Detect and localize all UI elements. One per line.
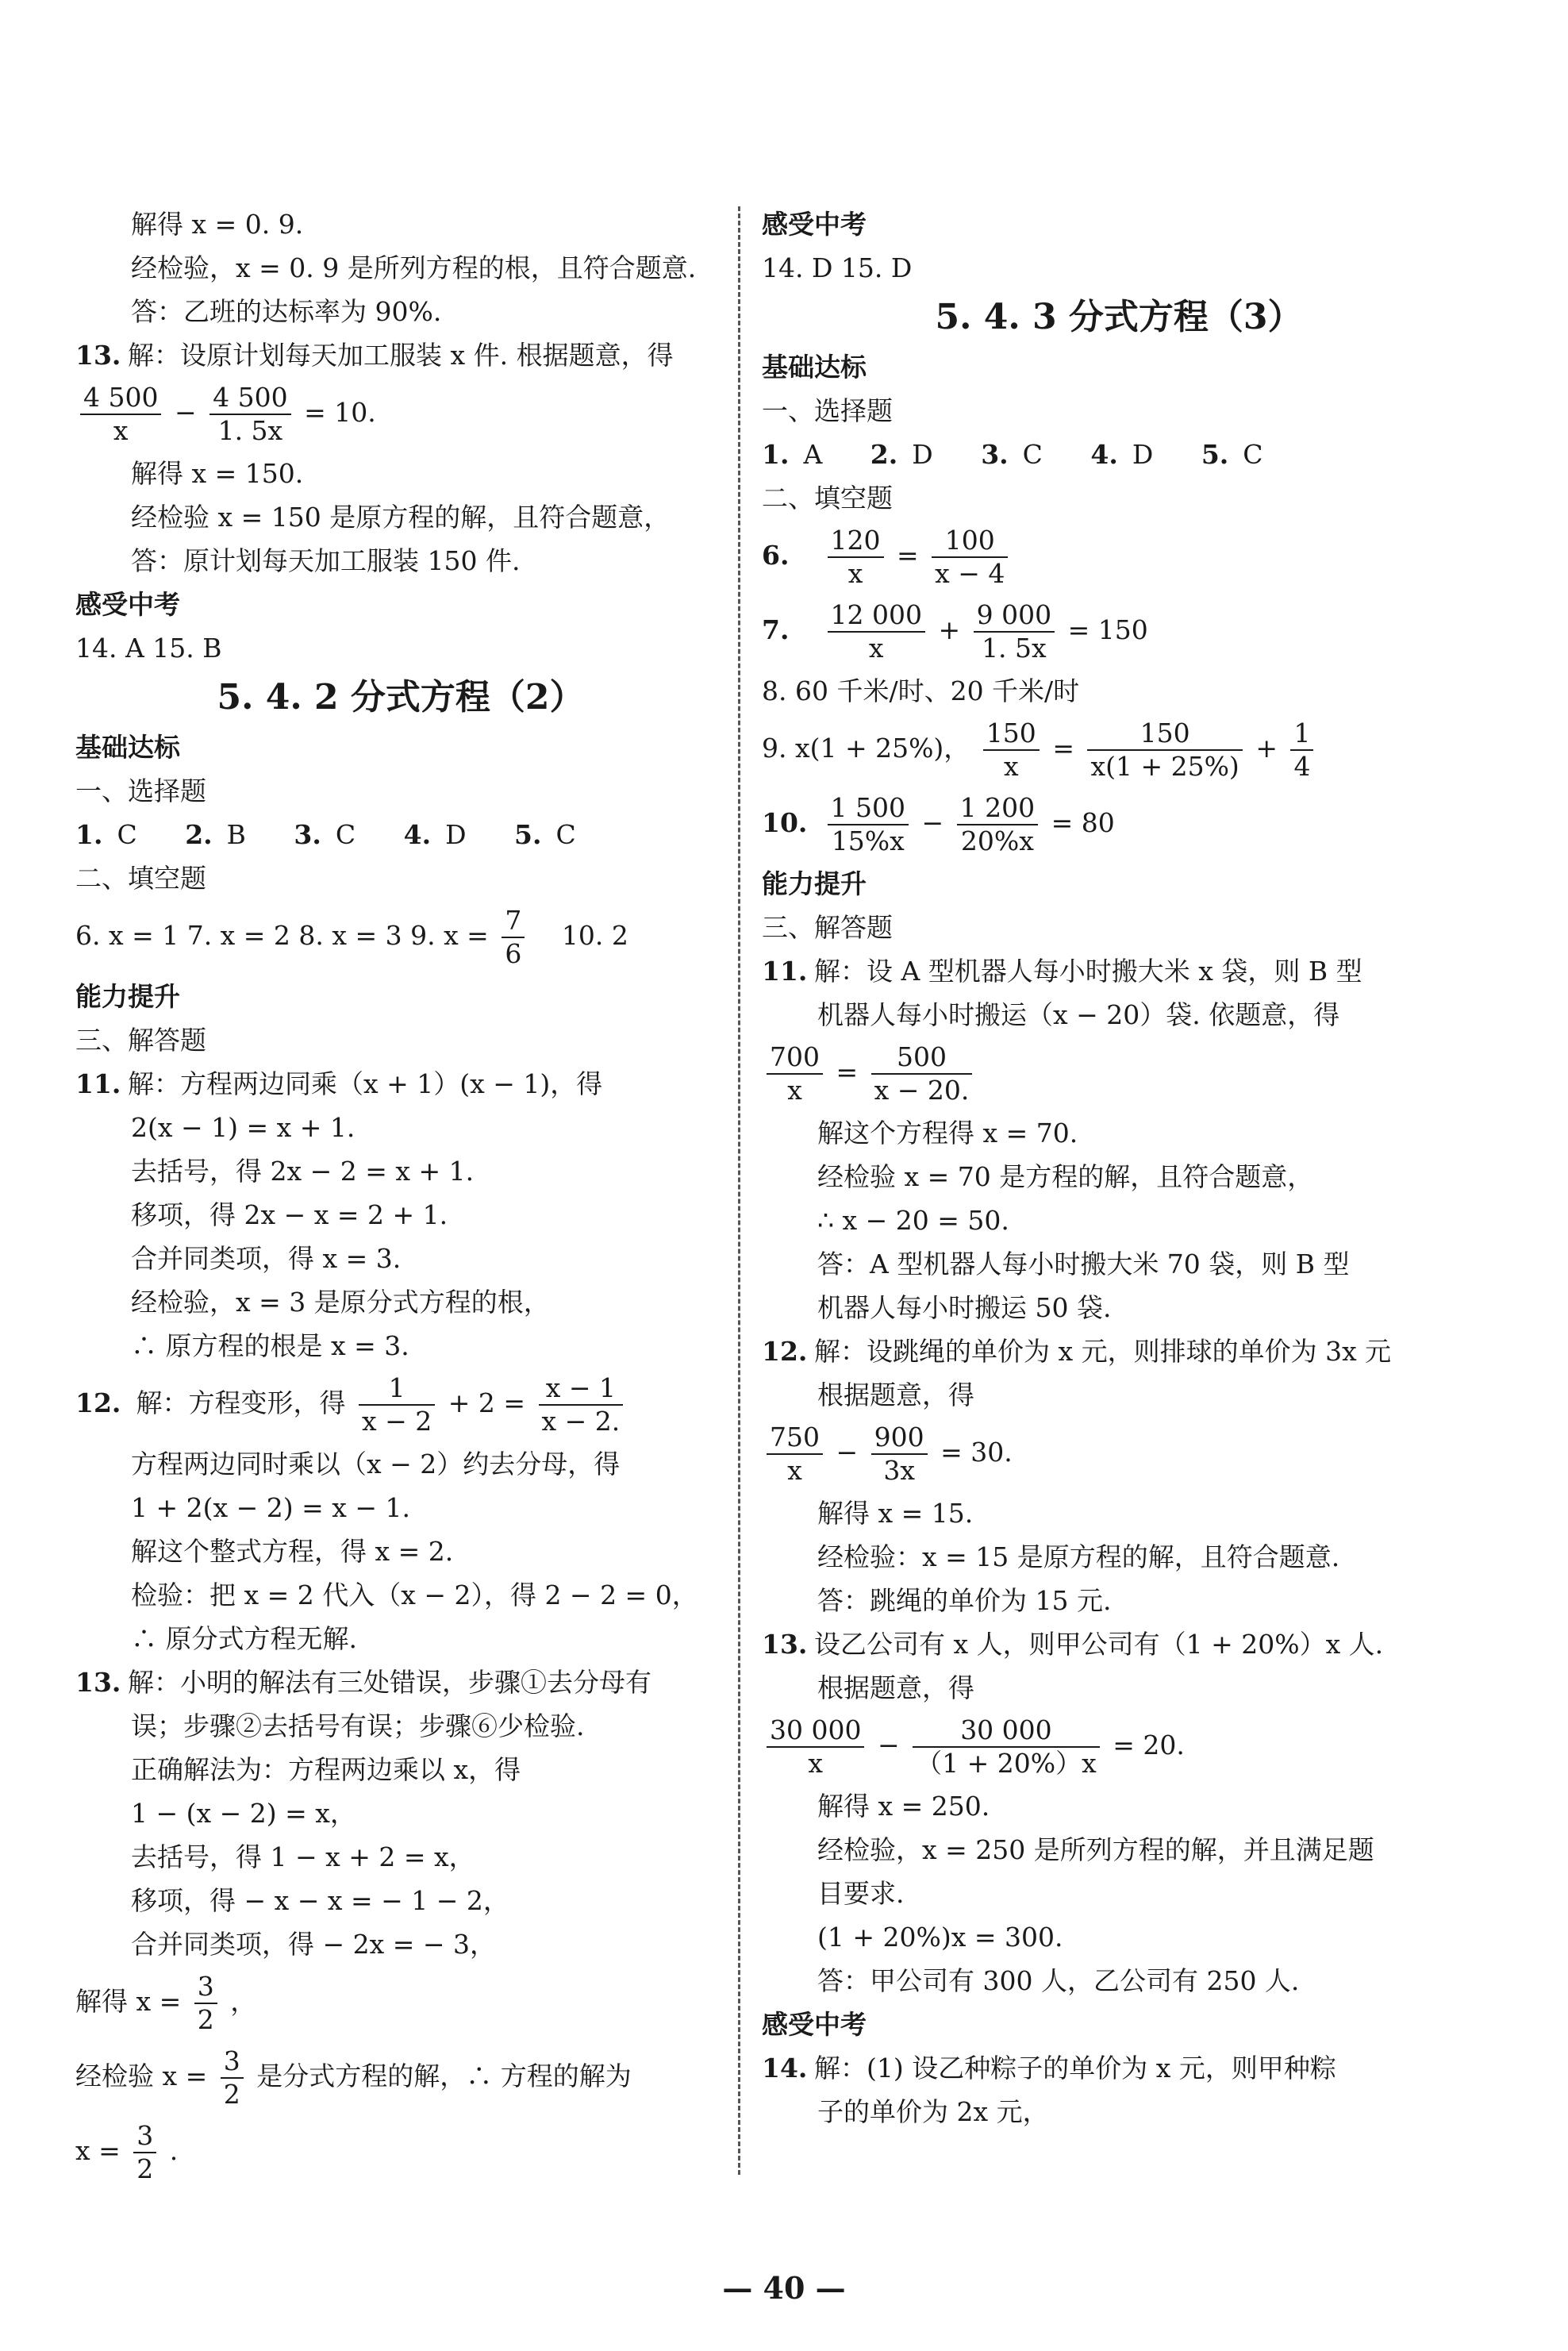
text-line: 检验：把 x = 2 代入（x − 2），得 2 − 2 = 0， — [131, 1580, 698, 1610]
text-line: 2(x − 1) = x + 1. — [131, 1112, 355, 1143]
subsection-heading: 二、填空题 — [762, 483, 893, 514]
fraction: $\frac{1 500}{15\%x}$ — [828, 792, 909, 857]
text-line: 正确解法为：方程两边乘以 x，得 — [131, 1754, 521, 1785]
text-line: 解这个整式方程，得 x = 2. — [131, 1536, 454, 1567]
fraction: $\frac{4 500}{x}$ — [80, 382, 161, 447]
text-line: 解：设跳绳的单价为 x 元，则排球的单价为 3x 元 — [814, 1336, 1392, 1367]
text-line: 根据题意，得 — [817, 1672, 974, 1703]
section-title: 5. 4. 2 分式方程（2） — [217, 677, 585, 718]
text-line: 去括号，得 2x − 2 = x + 1. — [131, 1156, 475, 1187]
text-line: 解：小明的解法有三处错误，步骤①去分母有 — [128, 1667, 651, 1698]
text-line: 答：甲公司有 300 人，乙公司有 250 人. — [817, 1965, 1300, 1996]
text-line: 答：跳绳的单价为 15 元. — [817, 1585, 1112, 1616]
text-line: 1 − (x − 2) = x， — [131, 1798, 356, 1829]
text-line: 机器人每小时搬运 50 袋. — [817, 1292, 1112, 1323]
page-number: — 40 — — [722, 2270, 846, 2306]
question-number: 11. — [75, 1068, 121, 1099]
fraction: $\frac{9 000}{1. 5x}$ — [974, 599, 1055, 664]
fraction: $\frac{x - 1}{x - 2.}$ — [539, 1372, 624, 1437]
text-line: 答：乙班的达标率为 90%. — [131, 296, 442, 327]
text-line: 经检验，x = 250 是所列方程的解，并且满足题 — [817, 1834, 1374, 1865]
text-line: 解得 x = 150. — [131, 458, 304, 489]
question-number: 12. — [75, 1387, 121, 1418]
left-column — [75, 202, 726, 2190]
fraction: $\frac{4 500}{1. 5x}$ — [209, 382, 290, 447]
equation: $\frac{30 000}{x}$ − $\frac{30 000}{(1 + 20\%)x}$ = 20. — [762, 1710, 1476, 1784]
text-line: 去括号，得 1 − x + 2 = x， — [131, 1841, 475, 1872]
fraction: $\frac{1 200}{20\%x}$ — [957, 792, 1038, 857]
equation: 经检验 x = $\frac{3}{2}$ 是分式方程的解，∴ 方程的解为 — [75, 2045, 632, 2110]
section-title: 5. 4. 3 分式方程（3） — [935, 297, 1303, 337]
equation: 10. $\frac{1 500}{15\%x}$ − $\frac{1 200}{20\%x}$ = 80 — [762, 792, 1115, 856]
section-heading: 基础达标 — [762, 352, 867, 383]
equation: 解得 x = $\frac{3}{2}$ ， — [75, 1971, 257, 2035]
text-line: 解：设 A 型机器人每小时搬大米 x 袋，则 B 型 — [814, 956, 1362, 987]
fraction: $\frac{100}{x - 4}$ — [932, 525, 1008, 590]
text-line: (1 + 20%)x = 300. — [817, 1922, 1063, 1953]
equation: 6. $\frac{120}{x}$ = $\frac{100}{x - 4}$ — [762, 520, 1476, 594]
text-line: 误；步骤②去括号有误；步骤⑥少检验. — [131, 1710, 585, 1741]
fraction: $\frac{150}{x(1 + 25\%)}$ — [1087, 718, 1242, 783]
text-line: 解：(1) 设乙种粽子的单价为 x 元，则甲种粽 — [814, 2053, 1336, 2084]
text-line: 移项，得 − x − x = − 1 − 2， — [131, 1885, 509, 1916]
subsection-heading: 三、解答题 — [762, 912, 893, 943]
answer-line: 14. D 15. D — [762, 252, 913, 283]
text-line: 解这个方程得 x = 70. — [817, 1118, 1078, 1149]
section-heading: 基础达标 — [75, 732, 180, 763]
question-number: 13. — [75, 1667, 121, 1698]
text-line: 解得 x = 0. 9. — [131, 209, 304, 240]
fraction: $\frac{1}{4}$ — [1290, 718, 1313, 783]
text-line: 8. 60 千米/时、20 千米/时 — [762, 675, 1080, 706]
fraction: $\frac{1}{x - 2}$ — [359, 1372, 435, 1437]
text-line: 解得 x = 250. — [817, 1791, 990, 1822]
text-line: 子的单价为 2x 元， — [817, 2096, 1049, 2127]
answer-line: 14. A 15. B — [75, 633, 222, 664]
fraction: $\frac{900}{3x}$ — [871, 1422, 928, 1487]
fraction: $\frac{150}{x}$ — [983, 718, 1040, 783]
text-line: 1 + 2(x − 2) = x − 1. — [131, 1492, 410, 1523]
fraction: $\frac{500}{x - 20.}$ — [871, 1041, 973, 1106]
subsection-heading: 一、选择题 — [762, 395, 893, 426]
text-line: 答：原计划每天加工服装 150 件. — [131, 545, 521, 576]
text-line: 目要求. — [817, 1878, 905, 1909]
text-line: 经检验：x = 15 是原方程的解，且符合题意. — [817, 1541, 1340, 1572]
subsection-heading: 一、选择题 — [75, 775, 206, 806]
question-number: 13. — [75, 340, 121, 371]
section-heading: 感受中考 — [75, 589, 180, 620]
equation: $\frac{700}{x}$ = $\frac{500}{x - 20.}$ — [762, 1037, 1476, 1111]
fraction: $\frac{12 000}{x}$ — [828, 599, 925, 664]
text-line: ∴ 原分式方程无解. — [131, 1623, 357, 1654]
equation: 7. $\frac{12 000}{x}$ + $\frac{9 000}{1. 5x}$ = 150 — [762, 599, 1148, 664]
fraction: $\frac{3}{2}$ — [133, 2120, 156, 2185]
choice-answers: 1. C 2. B 3. C 4. D 5. C — [75, 819, 576, 850]
fraction: $\frac{700}{x}$ — [767, 1041, 823, 1106]
equation: x = $\frac{3}{2}$ . — [75, 2120, 179, 2184]
equation: 9. x(1 + 25%)， $\frac{150}{x}$ = $\frac{150}{x(1 + 25\%)}$ + $\frac{1}{4}$ — [762, 713, 1476, 787]
equation: $\frac{4 500}{x}$ − $\frac{4 500}{1. 5x}$ = 10. — [75, 377, 726, 452]
fraction: $\frac{3}{2}$ — [221, 2045, 244, 2111]
text-line: 经检验 x = 150 是原方程的解，且符合题意， — [131, 502, 671, 533]
fraction: $\frac{3}{2}$ — [194, 1971, 217, 2036]
fraction: $\frac{750}{x}$ — [767, 1422, 823, 1487]
fraction: $\frac{120}{x}$ — [828, 525, 884, 590]
equation: 12. 解：方程变形，得 $\frac{1}{x - 2}$ + 2 = $\frac{x - 1}{x - 2.}$ — [75, 1368, 726, 1442]
fraction: $\frac{30 000}{x}$ — [767, 1714, 864, 1780]
text-line: 根据题意，得 — [817, 1379, 974, 1410]
question-number: 11. — [762, 956, 808, 987]
text-line: 设乙公司有 x 人，则甲公司有（1 + 20%）x 人. — [814, 1629, 1384, 1660]
text-line: 合并同类项，得 − 2x = − 3， — [131, 1929, 497, 1960]
text-line: 经检验 x = 70 是方程的解，且符合题意， — [817, 1161, 1314, 1192]
fraction: $\frac{7}{6}$ — [502, 905, 525, 970]
fraction: $\frac{30 000}{(1 + 20\%)x}$ — [913, 1714, 1100, 1780]
question-number: 12. — [762, 1336, 808, 1367]
text-line: 解得 x = 15. — [817, 1498, 974, 1529]
section-heading: 能力提升 — [762, 868, 867, 899]
text-line: 经检验，x = 0. 9 是所列方程的根，且符合题意. — [131, 252, 697, 283]
text-line: 解：方程两边同乘（x + 1）(x − 1)，得 — [128, 1068, 603, 1099]
right-column — [762, 202, 1476, 2134]
text-line: ∴ x − 20 = 50. — [817, 1205, 1009, 1236]
section-heading: 感受中考 — [762, 209, 867, 240]
choice-answers: 1. A 2. D 3. C 4. D 5. C — [762, 439, 1263, 470]
section-heading: 能力提升 — [75, 981, 180, 1012]
section-heading: 感受中考 — [762, 2009, 867, 2040]
subsection-heading: 二、填空题 — [75, 863, 206, 894]
text-line: 答：A 型机器人每小时搬大米 70 袋，则 B 型 — [817, 1249, 1350, 1279]
text-line: 经检验，x = 3 是原分式方程的根， — [131, 1287, 550, 1318]
text-line: 移项，得 2x − x = 2 + 1. — [131, 1199, 448, 1230]
text-line: ∴ 原方程的根是 x = 3. — [131, 1330, 409, 1361]
column-divider — [738, 206, 740, 2175]
question-number: 14. — [762, 2053, 808, 2084]
equation: $\frac{750}{x}$ − $\frac{900}{3x}$ = 30. — [762, 1417, 1476, 1491]
text-line: 解：设原计划每天加工服装 x 件. 根据题意，得 — [128, 340, 674, 371]
text-line: 方程两边同时乘以（x − 2）约去分母，得 — [131, 1449, 621, 1479]
text-line: 合并同类项，得 x = 3. — [131, 1243, 402, 1274]
text-line: 机器人每小时搬运（x − 20）袋. 依题意，得 — [817, 999, 1340, 1030]
question-number: 13. — [762, 1629, 808, 1660]
subsection-heading: 三、解答题 — [75, 1025, 206, 1056]
fill-answers: 6. x = 1 7. x = 2 8. x = 3 9. x = $\frac{7}{6}$ 10. 2 — [75, 905, 628, 969]
